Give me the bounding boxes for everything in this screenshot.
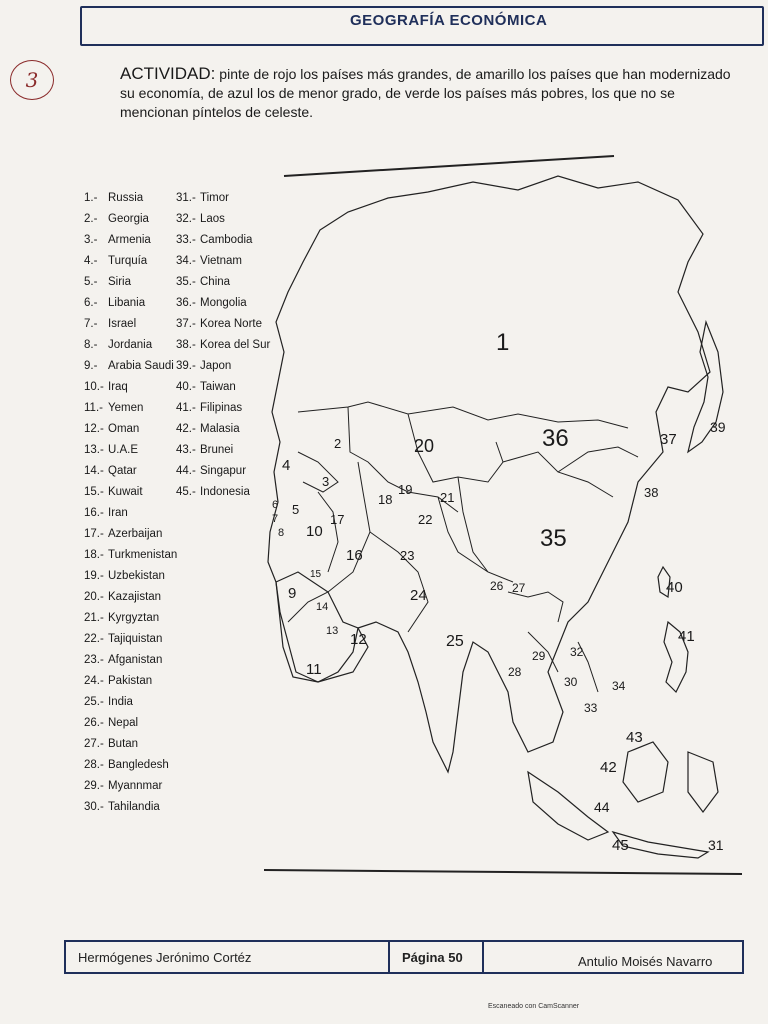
country-list-item: [176, 230, 270, 251]
map-label-23: 23: [400, 548, 415, 563]
country-name: Turkmenistan: [108, 549, 178, 561]
country-list-item: [84, 503, 177, 524]
country-number: 5.-: [84, 276, 98, 288]
country-number: 19.-: [84, 570, 104, 582]
map-label-29: 29: [532, 649, 546, 663]
country-name: Oman: [108, 423, 140, 435]
map-label-15: 15: [310, 569, 322, 580]
country-list-item: [84, 524, 177, 545]
country-name: Uzbekistan: [108, 570, 165, 582]
country-name: Iran: [108, 507, 128, 519]
map-label-6: 6: [272, 499, 279, 511]
country-name: Indonesia: [200, 486, 250, 498]
country-name: Laos: [200, 213, 225, 225]
country-list-item: [84, 797, 177, 818]
country-list-item: [176, 377, 270, 398]
country-name: Pakistan: [108, 675, 153, 687]
country-list-item: [84, 482, 177, 503]
map-label-19: 19: [398, 482, 413, 497]
country-name: Iraq: [108, 381, 128, 393]
scanner-watermark: Escaneado con CamScanner: [488, 1003, 580, 1010]
map-label-35: 35: [540, 525, 567, 552]
map-label-1: 1: [496, 329, 510, 356]
country-name: Azerbaijan: [108, 528, 163, 540]
country-list-item: [84, 419, 177, 440]
map-label-11: 11: [306, 661, 322, 678]
map-label-41: 41: [678, 628, 695, 645]
country-name: Georgia: [108, 213, 149, 225]
country-number: 12.-: [84, 423, 104, 435]
country-name: Russia: [108, 192, 144, 204]
country-name: Qatar: [108, 465, 137, 477]
country-name: Mongolia: [200, 297, 247, 309]
country-number: 27.-: [84, 738, 104, 750]
country-list-item: [84, 692, 177, 713]
footer-page-number: Página 50: [402, 950, 463, 965]
country-name: India: [108, 696, 133, 708]
country-name: Israel: [108, 318, 137, 330]
country-number: 40.-: [176, 381, 196, 393]
country-number: 25.-: [84, 696, 104, 708]
handwritten-page-mark: 3: [10, 60, 54, 100]
map-label-21: 21: [440, 490, 455, 505]
country-list-col2: [176, 188, 270, 503]
country-name: U.A.E: [108, 444, 139, 456]
country-number: 35.-: [176, 276, 196, 288]
country-list-item: [84, 776, 177, 797]
country-list-item: [84, 650, 177, 671]
activity-instructions: [120, 64, 740, 122]
map-label-25: 25: [446, 633, 464, 650]
country-number: 38.-: [176, 339, 196, 351]
map-label-10: 10: [306, 523, 323, 540]
country-number: 9.-: [84, 360, 98, 372]
country-list-item: [176, 209, 270, 230]
country-list-item: [84, 335, 177, 356]
map-label-34: 34: [612, 679, 626, 693]
country-name: Armenia: [108, 234, 151, 246]
country-number: 20.-: [84, 591, 104, 603]
country-list-item: [84, 314, 177, 335]
footer-box: [64, 940, 744, 974]
country-name: Malasia: [200, 423, 240, 435]
country-list-item: [84, 209, 177, 230]
country-name: Afganistan: [108, 654, 163, 666]
footer-author-right: Antulio Moisés Navarro: [578, 954, 713, 969]
country-list-item: [176, 188, 270, 209]
map-label-20: 20: [414, 436, 435, 456]
country-number: 4.-: [84, 255, 98, 267]
country-number: 3.-: [84, 234, 98, 246]
country-list-item: [84, 608, 177, 629]
country-number: 2.-: [84, 213, 98, 225]
country-name: Cambodia: [200, 234, 253, 246]
map-label-40: 40: [666, 579, 683, 596]
country-name: Arabia Saudi: [108, 360, 174, 372]
country-list-item: [84, 755, 177, 776]
country-number: 29.-: [84, 780, 104, 792]
map-label-42: 42: [600, 759, 617, 776]
country-name: Turquía: [108, 255, 148, 267]
country-list-item: [84, 188, 177, 209]
activity-text: pinte de rojo los países más grandes, de amarillo los países que han modernizado su economía, de azul los de menor grado, de verde los países más pobres, los que no se mencionan píntelos de celeste.: [120, 66, 731, 120]
country-name: Korea Norte: [200, 318, 263, 330]
map-label-37: 37: [660, 431, 677, 448]
map-label-43: 43: [626, 729, 643, 746]
country-list-item: [84, 734, 177, 755]
footer-divider-1: [388, 942, 390, 972]
map-label-3: 3: [322, 474, 330, 489]
country-number: 39.-: [176, 360, 196, 372]
map-label-33: 33: [584, 701, 598, 715]
map-label-44: 44: [594, 799, 610, 815]
country-list-item: [84, 629, 177, 650]
country-list-item: [84, 398, 177, 419]
map-label-22: 22: [418, 512, 433, 527]
country-list-item: [84, 545, 177, 566]
map-label-38: 38: [644, 485, 659, 500]
map-label-5: 5: [292, 502, 300, 517]
country-number: 28.-: [84, 759, 104, 771]
country-name: Timor: [200, 192, 229, 204]
country-list-item: [176, 293, 270, 314]
country-name: Singapur: [200, 465, 247, 477]
country-number: 16.-: [84, 507, 104, 519]
country-number: 34.-: [176, 255, 196, 267]
country-number: 22.-: [84, 633, 104, 645]
country-list-item: [176, 356, 270, 377]
country-name: Butan: [108, 738, 139, 750]
country-list-item: [84, 356, 177, 377]
country-list-item: [176, 272, 270, 293]
country-number: 45.-: [176, 486, 196, 498]
map-label-26: 26: [490, 579, 504, 593]
country-number: 17.-: [84, 528, 104, 540]
country-list-item: [84, 251, 177, 272]
map-label-39: 39: [710, 419, 726, 435]
country-name: Tahilandia: [108, 801, 160, 813]
footer-divider-2: [482, 942, 484, 972]
country-list-item: [176, 419, 270, 440]
country-list-item: [176, 314, 270, 335]
country-name: Libania: [108, 297, 146, 309]
country-list-item: [176, 335, 270, 356]
country-list-item: [176, 398, 270, 419]
country-number: 43.-: [176, 444, 196, 456]
country-number: 37.-: [176, 318, 196, 330]
map-label-28: 28: [508, 665, 522, 679]
country-list-item: [84, 587, 177, 608]
country-number: 41.-: [176, 402, 196, 414]
country-number: 15.-: [84, 486, 104, 498]
map-top-frame-line: [284, 156, 614, 176]
country-name: Taiwan: [200, 381, 236, 393]
map-label-31: 31: [708, 837, 724, 853]
country-number: 31.-: [176, 192, 196, 204]
map-label-24: 24: [410, 587, 427, 604]
country-list-item: [84, 713, 177, 734]
country-number: 1.-: [84, 192, 98, 204]
map-label-32: 32: [570, 645, 584, 659]
map-label-36: 36: [542, 425, 569, 452]
country-list-item: [84, 230, 177, 251]
country-name: Brunei: [200, 444, 234, 456]
country-number: 33.-: [176, 234, 196, 246]
country-number: 26.-: [84, 717, 104, 729]
asia-map: [258, 152, 758, 892]
activity-label: ACTIVIDAD:: [120, 64, 216, 83]
page-title: GEOGRAFÍA ECONÓMICA: [350, 12, 548, 29]
map-label-30: 30: [564, 675, 578, 689]
map-label-7: 7: [272, 513, 279, 525]
country-number: 44.-: [176, 465, 196, 477]
country-list-item: [84, 293, 177, 314]
country-name: Kyrgyztan: [108, 612, 160, 624]
map-label-27: 27: [512, 581, 526, 595]
country-number: 7.-: [84, 318, 98, 330]
country-name: Bangledesh: [108, 759, 169, 771]
country-name: China: [200, 276, 231, 288]
map-label-45: 45: [612, 837, 629, 854]
country-name: Kuwait: [108, 486, 143, 498]
country-list-item: [176, 251, 270, 272]
country-name: Tajiquistan: [108, 633, 163, 645]
country-name: Korea del Sur: [200, 339, 271, 351]
country-number: 13.-: [84, 444, 104, 456]
footer-author-left: Hermógenes Jerónimo Cortéz: [78, 950, 252, 965]
map-label-14: 14: [316, 601, 329, 613]
country-name: Yemen: [108, 402, 144, 414]
country-name: Jordania: [108, 339, 153, 351]
country-name: Nepal: [108, 717, 139, 729]
country-number: 42.-: [176, 423, 196, 435]
map-label-4: 4: [282, 457, 291, 474]
map-label-12: 12: [350, 631, 367, 648]
map-label-13: 13: [326, 625, 339, 637]
country-number: 6.-: [84, 297, 98, 309]
map-label-17: 17: [330, 512, 345, 527]
map-label-2: 2: [334, 436, 342, 451]
country-number: 14.-: [84, 465, 104, 477]
country-list-item: [176, 440, 270, 461]
country-list-item: [84, 440, 177, 461]
country-list-col1: [84, 188, 177, 818]
country-name: Vietnam: [200, 255, 242, 267]
country-number: 8.-: [84, 339, 98, 351]
country-name: Kazajistan: [108, 591, 162, 603]
country-list-item: [84, 377, 177, 398]
country-number: 36.-: [176, 297, 196, 309]
country-number: 10.-: [84, 381, 104, 393]
country-name: Filipinas: [200, 402, 243, 414]
country-number: 23.-: [84, 654, 104, 666]
map-bottom-frame-line: [264, 870, 742, 874]
country-list-item: [84, 272, 177, 293]
country-list-item: [84, 566, 177, 587]
country-number: 11.-: [84, 402, 103, 414]
country-list-item: [176, 461, 270, 482]
map-label-8: 8: [278, 527, 285, 539]
country-list-item: [176, 482, 270, 503]
map-label-9: 9: [288, 585, 297, 602]
country-number: 21.-: [84, 612, 104, 624]
map-label-16: 16: [346, 547, 363, 564]
country-name: Myannmar: [108, 780, 163, 792]
country-list-item: [84, 671, 177, 692]
country-name: Siria: [108, 276, 132, 288]
country-number: 32.-: [176, 213, 196, 225]
country-number: 30.-: [84, 801, 104, 813]
country-list-item: [84, 461, 177, 482]
asia-mainland-outline: [268, 176, 710, 772]
country-number: 18.-: [84, 549, 104, 561]
country-number: 24.-: [84, 675, 104, 687]
map-label-18: 18: [378, 492, 393, 507]
country-name: Japon: [200, 360, 232, 372]
